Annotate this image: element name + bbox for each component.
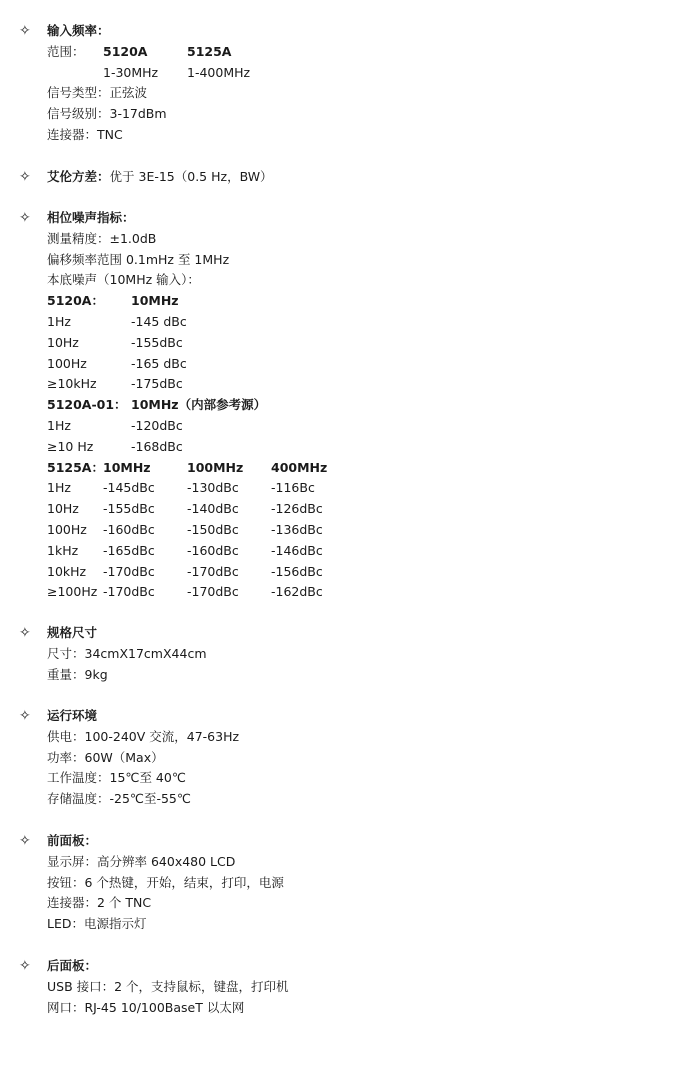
header-100mhz: 100MHz	[187, 459, 244, 475]
offset-cell: 100Hz	[47, 355, 87, 371]
header-model: 5120A：	[47, 293, 104, 309]
value-cell: -170dBc	[187, 563, 239, 579]
value-cell: -162dBc	[271, 584, 323, 600]
bullet-icon: ✧	[19, 625, 31, 641]
offset-cell: ≥100Hz	[47, 584, 98, 600]
section-title: 前面板：	[47, 833, 98, 848]
bullet-icon: ✧	[19, 958, 31, 974]
value-cell: -170dBc	[103, 584, 155, 600]
value-cell: -136dBc	[271, 522, 323, 537]
range-5120a: 1-30MHz	[103, 64, 159, 80]
value-cell: -140dBc	[187, 501, 239, 517]
value-cell: -116Bc	[271, 480, 315, 496]
storage-temperature: 存储温度：-25℃至-55℃	[47, 791, 191, 807]
header-model: 5125A：	[47, 459, 104, 475]
header-freq: 10MHz（内部参考源）	[131, 397, 267, 413]
bullet-icon: ✧	[19, 23, 31, 39]
value-cell: -165dBc	[103, 542, 155, 558]
value-cell: -145dBc	[103, 480, 155, 496]
operating-temperature: 工作温度：15℃至 40℃	[47, 770, 186, 786]
value-cell: -160dBc	[103, 522, 155, 537]
range-label: 范围：	[47, 43, 85, 59]
offset-cell: 100Hz	[47, 522, 87, 537]
allan-row	[47, 167, 273, 188]
value-cell: -155dBc	[131, 334, 183, 350]
weight: 重量：9kg	[47, 666, 108, 682]
section-title: 规格尺寸	[47, 625, 98, 640]
allan-value: 优于 3E-15（0.5 Hz，BW）	[109, 169, 273, 184]
value-cell: -170dBc	[103, 563, 155, 579]
value-cell: -156dBc	[271, 563, 323, 579]
value-cell: -165 dBc	[131, 355, 187, 371]
section-title: 相位噪声指标：	[47, 210, 135, 225]
value-cell: -126dBc	[271, 501, 323, 517]
offset-cell: 10Hz	[47, 334, 79, 350]
value-cell: -130dBc	[187, 480, 239, 496]
usb: USB 接口：2 个，支持鼠标，键盘，打印机	[47, 978, 289, 994]
value-cell: -146dBc	[271, 542, 323, 558]
led: LED：电源指示灯	[47, 916, 147, 932]
offset-cell: ≥10kHz	[47, 376, 97, 392]
model-5125a: 5125A	[187, 43, 232, 59]
value-cell: -175dBc	[131, 376, 183, 392]
buttons: 按钮：6 个热键，开始，结束，打印，电源	[47, 874, 284, 890]
offset-cell: 1Hz	[47, 418, 71, 433]
value-cell: -160dBc	[187, 542, 239, 558]
section-title: 后面板：	[47, 958, 98, 973]
section-title: 输入频率：	[47, 23, 110, 38]
connectors: 连接器：2 个 TNC	[47, 895, 152, 911]
range-5125a: 1-400MHz	[187, 64, 251, 80]
offset-cell: 1kHz	[47, 542, 79, 558]
power-supply: 供电：100-240V 交流，47-63Hz	[47, 728, 240, 744]
power: 功率：60W（Max）	[47, 749, 164, 765]
offset-cell: 1Hz	[47, 314, 71, 329]
section-title: 艾伦方差：	[47, 169, 110, 184]
header-freq: 10MHz	[131, 293, 179, 309]
noise-floor-label: 本底噪声（10MHz 输入）：	[47, 272, 200, 288]
connector: 连接器：TNC	[47, 127, 123, 142]
offset-cell: 10kHz	[47, 563, 87, 579]
signal-level: 信号级别：3-17dBm	[47, 106, 167, 122]
value-cell: -120dBc	[131, 418, 183, 433]
size: 尺寸：34cmX17cmX44cm	[47, 645, 207, 661]
bullet-icon: ✧	[19, 169, 31, 185]
bullet-icon: ✧	[19, 833, 31, 849]
offset-cell: 1Hz	[47, 480, 71, 496]
offset-range: 偏移频率范围 0.1mHz 至 1MHz	[47, 251, 230, 267]
display: 显示屏：高分辨率 640x480 LCD	[47, 853, 236, 869]
value-cell: -168dBc	[131, 438, 183, 454]
header-10mhz: 10MHz	[103, 459, 151, 475]
section-title: 运行环境	[47, 708, 98, 723]
offset-cell: 10Hz	[47, 501, 79, 517]
bullet-icon: ✧	[19, 708, 31, 724]
bullet-icon: ✧	[19, 210, 31, 226]
offset-cell: ≥10 Hz	[47, 438, 94, 454]
signal-type: 信号类型：正弦波	[47, 85, 148, 101]
header-model: 5120A-01：	[47, 397, 127, 413]
value-cell: -150dBc	[187, 522, 239, 537]
value-cell: -145 dBc	[131, 314, 187, 329]
accuracy: 测量精度：±1.0dB	[47, 230, 157, 246]
header-400mhz: 400MHz	[271, 459, 328, 475]
model-5120a: 5120A	[103, 43, 148, 59]
value-cell: -170dBc	[187, 584, 239, 600]
value-cell: -155dBc	[103, 501, 155, 517]
network: 网口：RJ-45 10/100BaseT 以太网	[47, 999, 245, 1015]
